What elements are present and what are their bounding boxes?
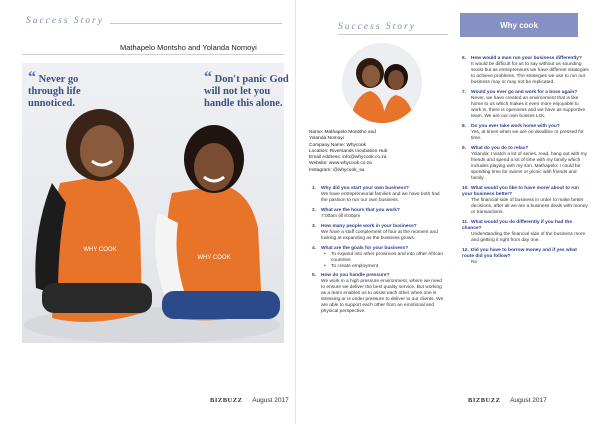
- qa-item: [462, 186, 590, 216]
- answer-text: We have a staff complement of four at the moment and looking at expanding as the business grows.: [321, 230, 438, 241]
- portrait-illustration: [342, 43, 422, 123]
- list-item: • To expand into other provinces and into other African countries: [321, 252, 444, 264]
- question-number: 11.: [462, 220, 469, 225]
- qa-item: [462, 124, 590, 142]
- question-text: How would a man run your business differently?: [471, 56, 582, 61]
- profile-name: Name: Mathapelo Montsho and: [309, 130, 376, 135]
- question-number: 10.: [462, 186, 469, 191]
- qa-item: [462, 90, 590, 120]
- apron-logo-right: WHY COOK: [197, 255, 231, 261]
- qa-column-right: [462, 56, 590, 270]
- question-text: What would you do differently if you had the chance?: [462, 220, 572, 231]
- question-text: Would you ever go and work for a boss again?: [471, 90, 578, 95]
- section-title: Success Story: [338, 22, 416, 32]
- question-text: Did you have to borrow money and if yes what route did you follow?: [462, 248, 577, 259]
- question-text: What would you like to have more/ about to run your business better?: [462, 186, 579, 197]
- qa-item: [462, 248, 590, 266]
- question-text: What are the goals for your business?: [321, 246, 409, 251]
- qa-item: [312, 208, 444, 220]
- right-footer: [468, 397, 547, 404]
- qa-item: [462, 220, 590, 244]
- profile-email: Email Address: info@whycook.co.za: [309, 155, 387, 161]
- answer-text: We have entrepreneurial families and we have both had the passion to run our own business.: [321, 192, 440, 203]
- footer-brand: BIZBUZZ: [210, 397, 243, 404]
- question-number: 7.: [462, 90, 467, 95]
- question-text: How do you handle pressure?: [321, 273, 390, 278]
- answer-text: No: [471, 260, 478, 265]
- pull-quote-right-text: Don't panic God will not let you handle this alone.: [204, 74, 289, 109]
- qa-item: [312, 273, 444, 315]
- answer-text: It would be difficult for us to say without us sounding sexist but as entrepreneurs we have different strategies to achieve problems. The strategies we use to run our business may or may not be replicated.: [471, 62, 589, 85]
- left-footer: [210, 397, 289, 404]
- answer-text: 7:00am till 8:00pm: [321, 214, 361, 219]
- answer-text: Never, we have created an environment that is like home to us which makes it even more enjoyable to work in, there is openness and we have as supportive team. We are our own bosses LOL: [471, 96, 586, 119]
- pull-quote-left-text: Never go through life unnoticed.: [28, 74, 81, 109]
- profile-website: Website: www.whycook.co.za: [309, 161, 372, 167]
- question-text: Do you ever take work home with you?: [471, 124, 560, 129]
- byline: Mathapelo Montsho and Yolanda Nomoyi: [120, 43, 257, 52]
- list-item: • To create employment: [321, 264, 444, 270]
- answer-text: Understanding the financial side of the business more and getting it right from day one.: [471, 232, 586, 243]
- header-rule: [110, 23, 282, 24]
- footer-date: August 2017: [252, 397, 289, 404]
- question-number: 4.: [312, 246, 317, 251]
- footer-brand: BIZBUZZ: [468, 397, 501, 404]
- profile-company: Company Name: Whycook: [309, 142, 367, 148]
- byline-rule: [22, 54, 284, 55]
- founders-portrait: [342, 43, 422, 123]
- question-number: 12.: [462, 248, 469, 253]
- question-number: 6.: [462, 56, 467, 61]
- profile-location: Location: Riversands Incubation Hub: [309, 148, 388, 154]
- answer-text: Yes, at times when we are on deadline or pressed for time.: [471, 130, 584, 141]
- qa-item: [312, 246, 444, 270]
- question-number: 3.: [312, 224, 317, 229]
- left-page: [0, 0, 296, 424]
- question-text: What are the hours that you work?: [321, 208, 400, 213]
- question-number: 5.: [312, 273, 317, 278]
- goals-list: [312, 252, 444, 270]
- question-number: 8.: [462, 124, 467, 129]
- section-title: Success Story: [26, 16, 104, 26]
- question-text: What do you do to relax?: [471, 146, 529, 151]
- profile-details: [309, 130, 444, 174]
- header-rule: [338, 34, 448, 35]
- qa-item: [312, 224, 444, 242]
- profile-instagram: Instagram: @whycook_sa: [309, 167, 365, 173]
- right-page: [300, 0, 600, 424]
- quote-mark-icon: “: [28, 69, 36, 86]
- answer-text: The financial side of business in order to make better decisions, after all we are a business deals with money or transactions.: [471, 198, 588, 215]
- apron-logo-left: WHY COOK: [83, 247, 117, 253]
- pull-quote-left: [28, 69, 114, 110]
- answer-text: Yolanda: I watch a lot of series, read, hang out with my friends and spend a lot of time with my family which includes playing with my son. Mathapelo: I could be spending time for swims or picnic with friends and family.: [471, 152, 588, 181]
- footer-date: August 2017: [510, 397, 547, 404]
- pull-quote-right: [204, 69, 290, 110]
- qa-item: [462, 146, 590, 182]
- question-text: Why did you start your own business?: [321, 186, 409, 191]
- profile-name-cont: Yolanda Nomoyi: [309, 136, 344, 142]
- question-text: How many people work in your business?: [321, 224, 417, 229]
- question-number: 1.: [312, 186, 317, 191]
- question-number: 9.: [462, 146, 467, 151]
- qa-item: [462, 56, 590, 86]
- qa-item: [312, 186, 444, 204]
- question-number: 2.: [312, 208, 317, 213]
- quote-mark-icon: “: [204, 69, 212, 86]
- answer-text: We work in a high pressure environment, where we need to ensure we deliver the best quality service. But working as a team enables us to assist each other when one is stressing or is under pressure to deliver to our clients. We are able to support each other from an emotional and physical perspective.: [321, 279, 444, 314]
- qa-column-left: [312, 186, 444, 319]
- section-tab: Why cook: [460, 13, 578, 37]
